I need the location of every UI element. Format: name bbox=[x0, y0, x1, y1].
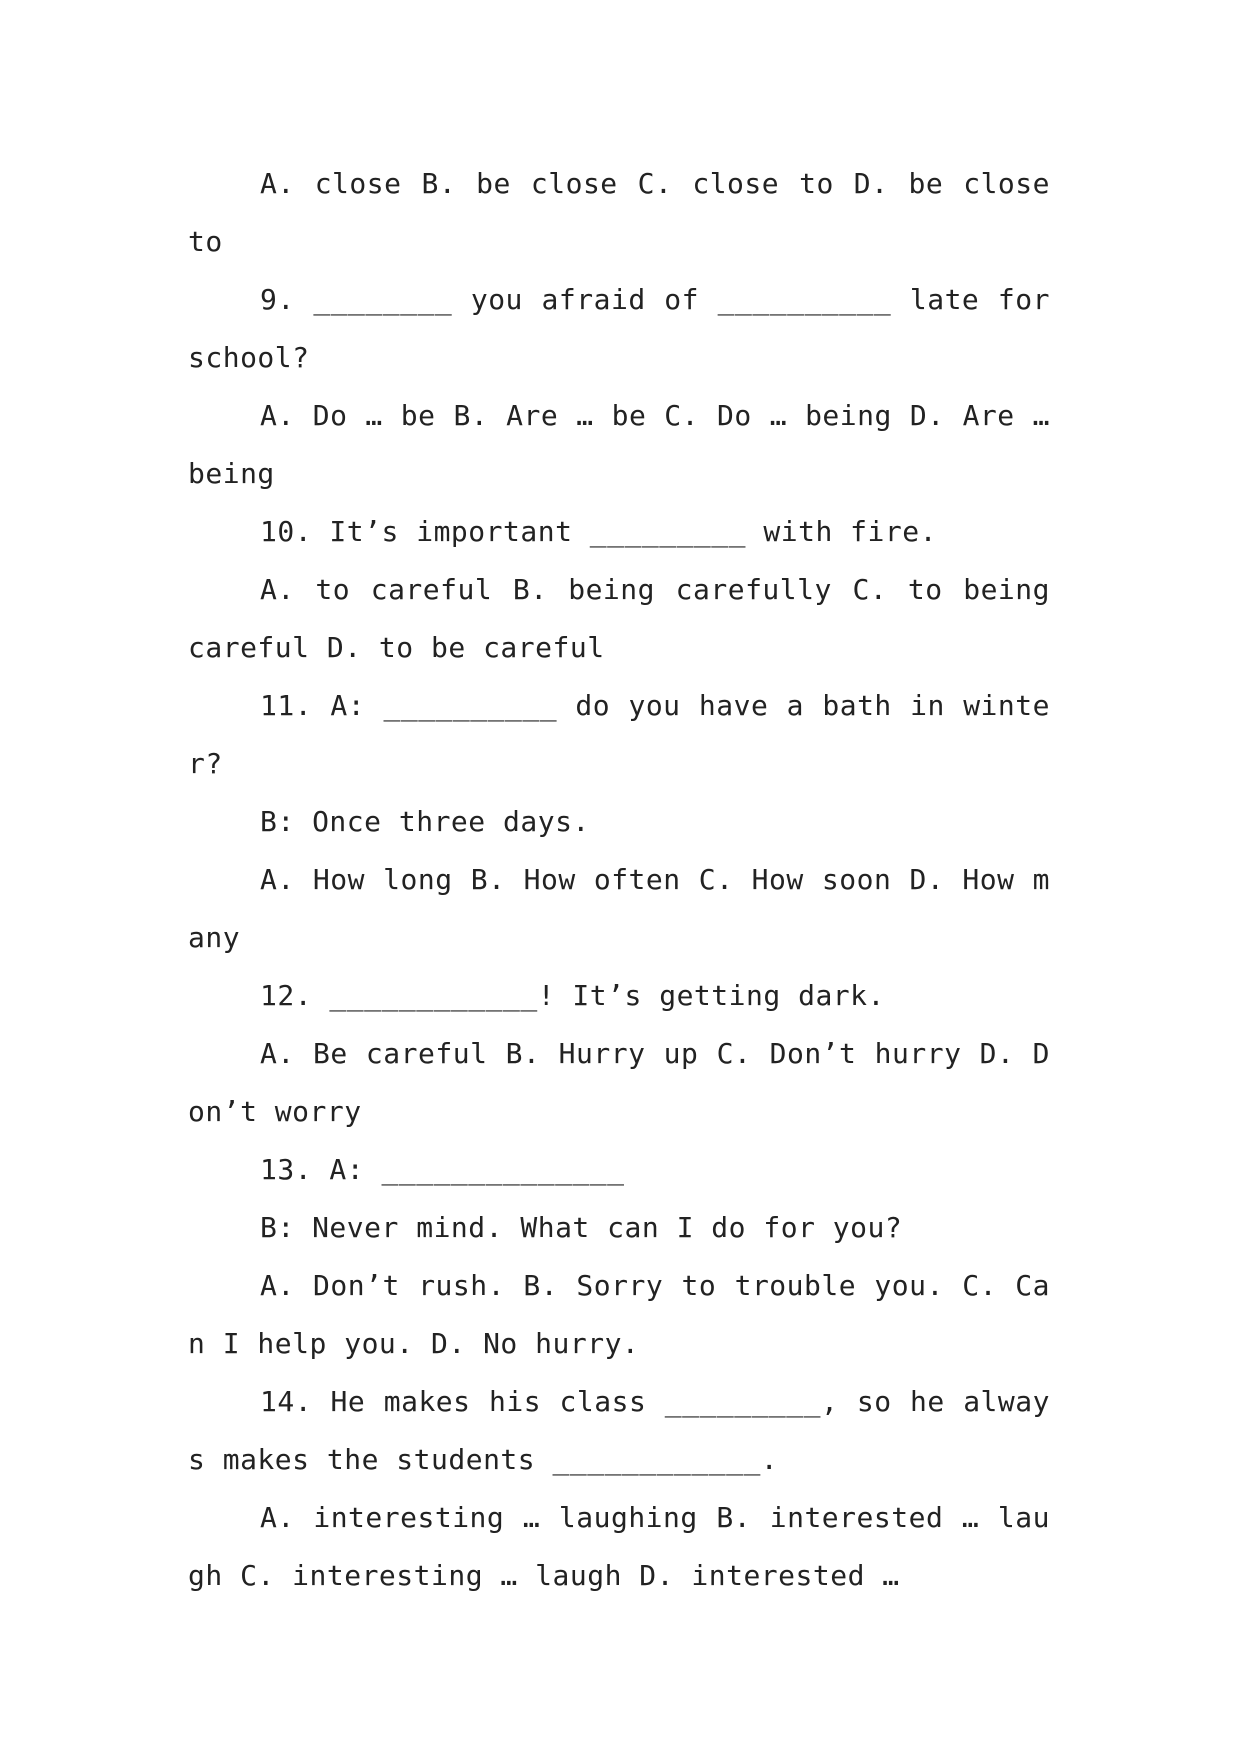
option-line-q11: A. How long B. How often C. How soon D. How many bbox=[188, 863, 1050, 954]
option-line-q12: A. Be careful B. Hurry up C. Don’t hurry D. Don’t worry bbox=[188, 1037, 1050, 1128]
option-line-q10: A. to careful B. being carefully C. to being careful D. to be careful bbox=[188, 573, 1068, 664]
option-line-q8: A. close B. be close C. close to D. be close to bbox=[188, 167, 1068, 258]
question-10: 10. It’s important _________ with fire. bbox=[260, 515, 937, 548]
document-page bbox=[188, 155, 1068, 1605]
question-9: 9. ________ you afraid of __________ late for school? bbox=[188, 283, 1068, 374]
question-14: 14. He makes his class _________, so he always makes the students ____________. bbox=[188, 1385, 1050, 1476]
option-line-q9: A. Do … be B. Are … be C. Do … being D. Are … being bbox=[188, 399, 1068, 490]
option-line-q14: A. interesting … laughing B. interested … laugh C. interesting … laugh D. interested … bbox=[188, 1501, 1050, 1592]
question-11-b: B: Once three days. bbox=[260, 805, 590, 838]
option-line-q13: A. Don’t rush. B. Sorry to trouble you. C. Can I help you. D. No hurry. bbox=[188, 1269, 1050, 1360]
question-12: 12. ____________! It’s getting dark. bbox=[260, 979, 885, 1012]
question-13-a: 13. A: ______________ bbox=[260, 1153, 625, 1186]
question-13-b: B: Never mind. What can I do for you? bbox=[260, 1211, 903, 1244]
question-11-a: 11. A: __________ do you have a bath in winter? bbox=[188, 689, 1050, 780]
